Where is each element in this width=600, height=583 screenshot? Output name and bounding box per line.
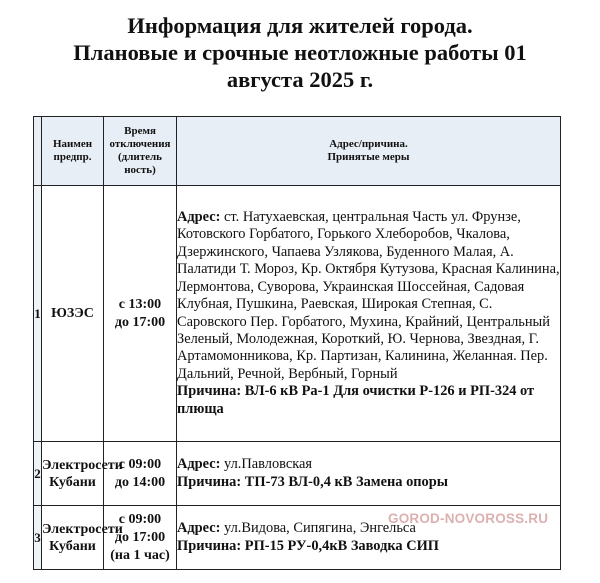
title-line-3: августа 2025 г. <box>226 67 374 92</box>
row-organization: Электросети Кубани <box>42 506 104 570</box>
site-watermark: GOROD-NOVOROSS.RU <box>388 511 549 526</box>
row-organization: Электросети Кубани <box>42 442 104 506</box>
address-text <box>177 209 560 383</box>
address-label: Адрес: <box>177 520 221 537</box>
address-text <box>177 456 560 473</box>
reason-label: Причина: <box>177 473 242 490</box>
table-header-row <box>34 117 561 186</box>
title-line-2: Плановые и срочные неотложные работы 01 <box>73 40 527 65</box>
title-line-1: Информация для жителей города. <box>127 13 473 38</box>
row-time <box>104 186 177 442</box>
row-time <box>104 506 177 570</box>
header-address-line-1: Адрес/причина. <box>329 138 408 150</box>
table-row <box>34 442 561 506</box>
header-address <box>177 117 561 186</box>
reason-value: ТП-73 ВЛ-0,4 кВ Замена опоры <box>244 473 448 490</box>
address-value: ст. Натухаевская, центральная Часть ул. Фрунзе, Котовского Горбатого, Горького Хлеборобов, Чкалова, Дзержинского, Чапаева Узлякова, Буденного Малая, А. Палатиди Т. Мороз, Кр. Октября Кутузова, Красная Калинина, Лермонтова, Суворова, Украинская Шоссейная, Садовая Клубная, Пушкина, Раевская, Широкая Степная, С. Саровского Пер. Горбатого, Мухина, Крайний, Центральный Зеленый, Молодежная, Короткий, Ю. Чернова, Звездная, Г. Артамомонникова, Кр. Партизан, Калинина, Желанная. Пер. Дальний, Речной, Вербный, Горный <box>177 209 560 382</box>
table-row <box>34 186 561 442</box>
page-title <box>0 12 600 93</box>
time-from: с 13:00 <box>118 296 162 312</box>
row-number: 3 <box>34 506 42 570</box>
reason-label: Причина: <box>177 383 242 400</box>
time-note: (на 1 час) <box>110 547 170 563</box>
address-label: Адрес: <box>177 209 221 226</box>
row-address-reason <box>177 442 561 506</box>
address-value: ул.Видова, Сипягина, Энгельса <box>224 520 416 537</box>
time-from: с 09:00 <box>118 511 162 527</box>
reason-text <box>177 383 560 418</box>
time-from: с 09:00 <box>118 456 162 472</box>
time-to: до 17:00 <box>114 314 166 330</box>
address-label: Адрес: <box>177 456 221 473</box>
row-organization: ЮЗЭС <box>42 186 104 442</box>
reason-label: Причина: <box>177 537 242 554</box>
reason-value: РП-15 РУ-0,4кВ Заводка СИП <box>244 537 439 554</box>
reason-value: ВЛ-6 кВ Ра-1 Для очистки Р-126 и РП-324 от плюща <box>177 383 535 417</box>
outage-table <box>33 116 561 570</box>
row-time <box>104 442 177 506</box>
row-address-reason <box>177 186 561 442</box>
row-number: 1 <box>34 186 42 442</box>
header-num-cell <box>34 117 42 186</box>
reason-text <box>177 538 560 555</box>
header-time: Время отключения (длитель ность) <box>104 117 177 186</box>
header-org: Наимен предпр. <box>42 117 104 186</box>
header-address-line-2: Принятые меры <box>327 151 410 163</box>
row-number: 2 <box>34 442 42 506</box>
address-value: ул.Павловская <box>224 456 313 473</box>
time-to: до 17:00 <box>114 529 166 545</box>
time-to: до 14:00 <box>114 474 166 490</box>
reason-text <box>177 474 560 491</box>
